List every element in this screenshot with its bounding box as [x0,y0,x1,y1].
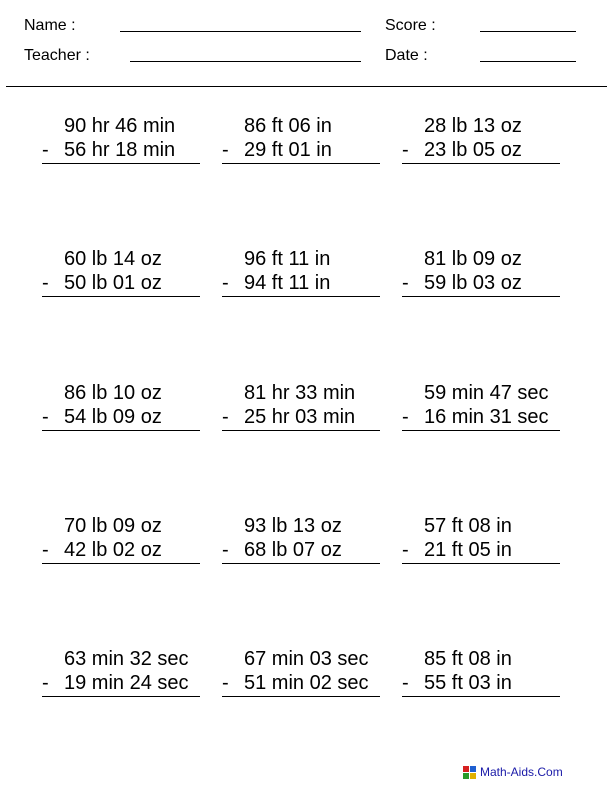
minuend: 67 min 03 sec [244,648,369,670]
logo-square-red [463,766,469,772]
minuend: 63 min 32 sec [64,648,189,670]
score-label: Score : [385,17,436,34]
problem-1 [42,114,202,174]
subtrahend: 25 hr 03 min [244,406,356,428]
minus-sign: - [222,139,229,161]
minuend: 57 ft 08 in [424,515,512,537]
minuend: 59 min 47 sec [424,382,549,404]
minus-sign: - [222,406,229,428]
answer-rule[interactable] [42,563,200,564]
logo-square-green [463,773,469,779]
subtrahend: 55 ft 03 in [424,672,512,694]
minus-sign: - [42,272,49,294]
problem-3 [402,114,562,174]
minus-sign: - [42,539,49,561]
problem-7 [42,381,202,441]
minus-sign: - [402,272,409,294]
name-label: Name : [24,17,76,34]
footer-branding [463,762,563,782]
minus-sign: - [222,539,229,561]
minuend: 86 ft 06 in [244,115,332,137]
minuend: 81 hr 33 min [244,382,356,404]
minus-sign: - [402,406,409,428]
date-label: Date : [385,47,428,64]
answer-rule[interactable] [42,163,200,164]
answer-rule[interactable] [222,163,380,164]
minus-sign: - [222,272,229,294]
answer-rule[interactable] [222,563,380,564]
minus-sign: - [402,672,409,694]
subtrahend: 16 min 31 sec [424,406,549,428]
subtrahend: 42 lb 02 oz [64,539,162,561]
minuend: 90 hr 46 min [64,115,176,137]
answer-rule[interactable] [222,696,380,697]
minuend: 28 lb 13 oz [424,115,522,137]
subtrahend: 59 lb 03 oz [424,272,522,294]
minus-sign: - [402,139,409,161]
minus-sign: - [222,672,229,694]
minuend: 85 ft 08 in [424,648,512,670]
problem-4 [42,247,202,307]
problem-9 [402,381,562,441]
problem-10 [42,514,202,574]
minus-sign: - [42,672,49,694]
problem-11 [222,514,382,574]
minuend: 60 lb 14 oz [64,248,162,270]
minuend: 93 lb 13 oz [244,515,342,537]
problem-2 [222,114,382,174]
answer-rule[interactable] [402,430,560,431]
answer-rule[interactable] [402,563,560,564]
problem-15 [402,647,562,707]
site-link[interactable]: Math-Aids.Com [480,765,563,779]
logo-square-yellow [470,773,476,779]
subtrahend: 23 lb 05 oz [424,139,522,161]
minuend: 81 lb 09 oz [424,248,522,270]
minuend: 70 lb 09 oz [64,515,162,537]
answer-rule[interactable] [42,696,200,697]
problem-12 [402,514,562,574]
problem-5 [222,247,382,307]
subtrahend: 21 ft 05 in [424,539,512,561]
subtrahend: 94 ft 11 in [244,272,331,294]
subtrahend: 56 hr 18 min [64,139,176,161]
subtrahend: 68 lb 07 oz [244,539,342,561]
logo-square-blue [470,766,476,772]
answer-rule[interactable] [402,696,560,697]
subtrahend: 54 lb 09 oz [64,406,162,428]
answer-rule[interactable] [42,296,200,297]
problem-13 [42,647,202,707]
teacher-label: Teacher : [24,47,90,64]
minus-sign: - [42,406,49,428]
answer-rule[interactable] [402,296,560,297]
answer-rule[interactable] [42,430,200,431]
answer-rule[interactable] [222,430,380,431]
minus-sign: - [42,139,49,161]
minuend: 86 lb 10 oz [64,382,162,404]
subtrahend: 51 min 02 sec [244,672,369,694]
problem-14 [222,647,382,707]
math-aids-logo-icon [463,766,476,779]
problem-8 [222,381,382,441]
subtrahend: 50 lb 01 oz [64,272,162,294]
answer-rule[interactable] [222,296,380,297]
minuend: 96 ft 11 in [244,248,331,270]
minus-sign: - [402,539,409,561]
subtrahend: 29 ft 01 in [244,139,332,161]
answer-rule[interactable] [402,163,560,164]
problem-6 [402,247,562,307]
subtrahend: 19 min 24 sec [64,672,189,694]
